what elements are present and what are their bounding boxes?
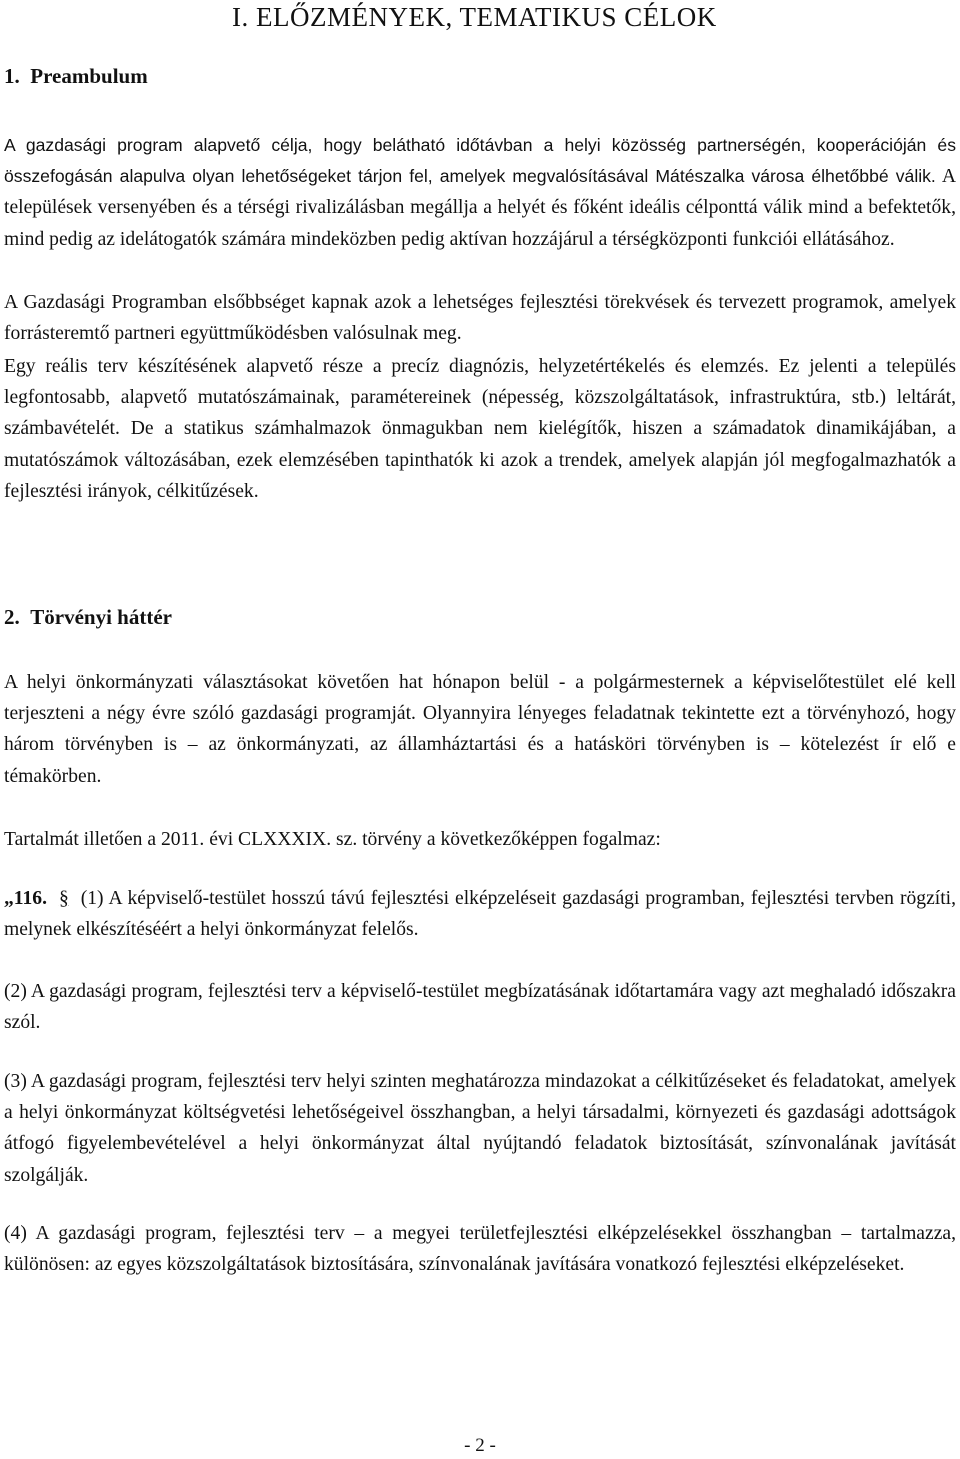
quote-paragraph-4: (4) A gazdasági program, fejlesztési terv – a megyei területfejlesztési elképzelésekkel összhangban – tartalmazza, különösen: az egyes közszolgáltatások biztosítására, színvonalának javítására vonatkozó fejlesztési elképzeléseket. — [4, 1223, 956, 1276]
quote-paragraph-2: (2) A gazdasági program, fejlesztési terv a képviselő-testület megbízatásának időtartamára vagy azt meghaladó időszakra szól. — [4, 981, 956, 1034]
paragraph-sign: § — [58, 888, 69, 909]
preamble-rest-text: A települések versenyében és a térségi rivalizálásban megállja a helyét és főként ideális célponttá válik mind a befektetők, mind pedig az idelátogatók számára mindeközben pedig aktívan hozzájárul a térségközponti funkciói ellátásához. — [4, 166, 956, 250]
chapter-title: I. ELŐZMÉNYEK, TEMATIKUS CÉLOK — [232, 2, 717, 32]
section-2-title: Törvényi háttér — [30, 605, 172, 629]
preamble-paragraph-3: Egy reális terv készítésének alapvető része a precíz diagnózis, helyzetértékelés és elemzés. Ez jelenti a település legfontosabb, alapvető mutatószámainak, paramétereinek (népesség, közszolgáltatások, infrastruktúra, stb.) leltárát, számbavételét. De a statikus számhalmazok önmagukban nem kielégítők, hiszen a számadatok dinamikájában, a mutatószámok változásában, ezek elemzésében tapinthatók ki azok a trendek, amelyek alapján jól megfogalmazhatók a fejlesztési irányok, célkitűzések. — [4, 356, 956, 502]
section-1-number: 1. — [4, 64, 20, 88]
preamble-lead-text: A gazdasági program alapvető célja, hogy belátható időtávban a helyi közösség partnerségén, kooperációján és összefogásán alapulva olyan lehetőségeket tárjon fel, amelyek megvalósításával Mátészalka városa élhetőbbé válik. — [4, 135, 956, 187]
quote-paragraph-1-text: (1) A képviselő-testület hosszú távú fejlesztési elképzeléseit gazdasági programban, fejlesztési tervben rögzíti, melynek elkészítéséért a helyi önkormányzat felelős. — [4, 888, 956, 941]
section-2-number: 2. — [4, 605, 20, 629]
quote-section-number: „116. — [4, 888, 48, 909]
section-2-heading — [4, 605, 172, 630]
legal-paragraph-2: Tartalmát illetően a 2011. évi CLXXXIX. sz. törvény a következőképpen fogalmaz: — [4, 829, 661, 850]
legal-paragraph-1: A helyi önkormányzati választásokat követően hat hónapon belül - a polgármesternek a képviselőtestület elé kell terjeszteni a négy évre szóló gazdasági programját. Olyannyira lényeges feladatnak tekintette ezt a törvényhozó, hogy három törvényben is – az önkormányzati, az államháztartási és a hatásköri törvényben is – kötelezést ír elő e témakörben. — [4, 672, 956, 787]
preamble-paragraph-1 — [4, 130, 956, 255]
page-number: - 2 - — [464, 1435, 496, 1456]
section-1-title: Preambulum — [30, 64, 148, 88]
preamble-paragraph-2: A Gazdasági Programban elsőbbséget kapnak azok a lehetséges fejlesztési törekvések és tervezett programok, amelyek forrásteremtő partneri együttműködésben valósulnak meg. — [4, 292, 956, 345]
quote-paragraph-1 — [4, 883, 956, 945]
section-1-heading — [4, 64, 148, 89]
quote-paragraph-3: (3) A gazdasági program, fejlesztési terv helyi szinten meghatározza mindazokat a célkitűzéseket és feladatokat, amelyek a helyi önkormányzat költségvetési lehetőségeivel összhangban, a helyi társadalmi, környezeti és gazdasági adottságok átfogó figyelembevételével a helyi önkormányzat által nyújtandó feladatok biztosítását, színvonalának javítását szolgálják. — [4, 1071, 956, 1186]
